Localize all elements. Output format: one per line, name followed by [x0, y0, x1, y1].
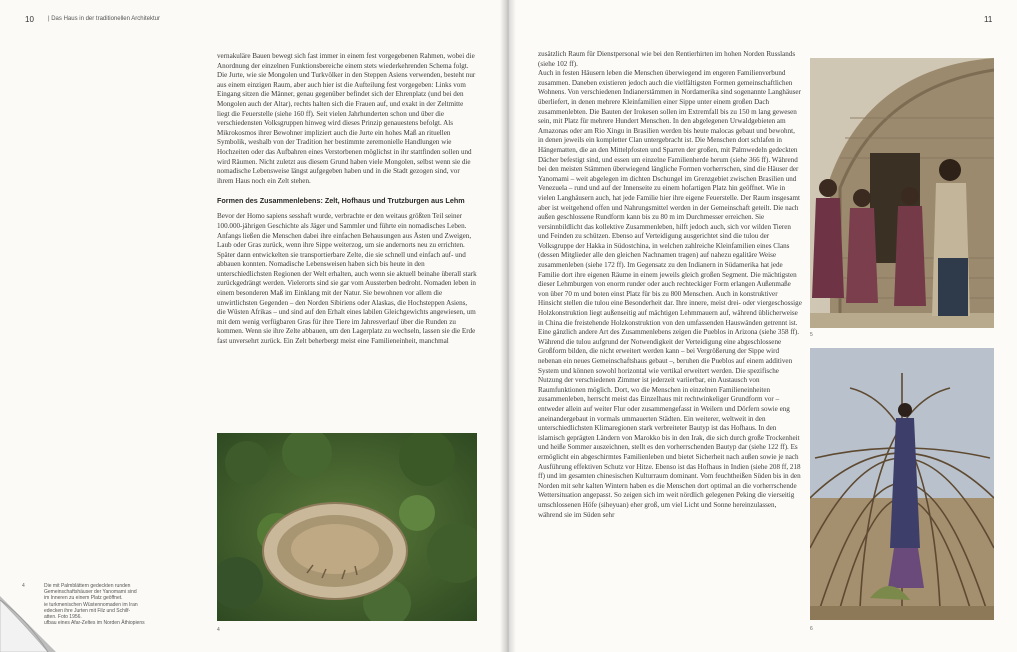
photo-afar-tent: [810, 348, 994, 620]
yurt-photo-image: [810, 58, 994, 328]
caption-number: 4: [22, 583, 25, 589]
running-head: | Das Haus in der traditionellen Architektur: [48, 16, 160, 22]
caption-line: Die mit Palmblättern gedeckten runden: [44, 583, 131, 589]
figure-number-4: 4: [217, 627, 220, 633]
right-paragraph-3: Eine gänzlich andere Art des Zusammenlebens zeigen die Pueblos in Arizona (siehe 358 ff). Während die tulou aufgrund der Notwendigkeit der Verteidigung eine abgeschlossene Großform bilden, die nicht erweitert werden kann – bei Vergrößerung der Sippe wird nebenan ein neues Gemeinschaftshaus gebaut –, beruhen die Pueblos auf einem additiven System und können sowohl horizontal wie vertikal erweitert werden. Die spezifische Nutzung der verschiedenen Zimmer ist jederzeit variierbar, ein Austausch von Raumfunktionen möglich. Dort, wo die Menschen in einzelnen Familieneinheiten zusammenleben, herrscht meist das Einzelhaus mit rechtwinkeliger Grundform vor – entweder allein auf weiter Flur oder zusammengefasst in Weilern und Dörfern sowie eng aneinandergebaut in vormals ummauerten Städten. Ein weiterer, weltweit in den unterschiedlichsten Klimaregionen stark verbreiteter Bautyp ist das Hofhaus. In den islamisch geprägten Ländern von Marokko bis in den Irak, die sich durch große Trockenheit und heiße Sommer auszeichnen, stellt es den vorherrschenden Bautyp dar (siehe 122 ff). Es ermöglicht ein abgeschirmtes Familienleben und bietet Sicherheit nach außen sowie je nach Ausführung effektiven Schutz vor Hitze. Ebenso ist das Hofhaus in Indien (siehe 208 ff, 218 ff) und im gesamten chinesischen Kulturraum dominant. Vom feuchtheißen Süden bis in den Norden mit sehr kalten Wintern haben es die Menschen dort optimal an die vorherrschende Wettersituation angepasst. So zeigen sich im weit nördlich gelegenen Peking die vierseitig umschlossenen Höfe (siheyuan) eher groß, um viel Licht und Sonne hereinzulassen, während sie im Süden sehr: [538, 328, 801, 519]
page-curl-icon[interactable]: [0, 596, 56, 652]
caption-line: Gemeinschaftshäuser der Yanomami sind: [44, 589, 137, 596]
left-page: [0, 0, 508, 652]
page-number-right: 11: [984, 15, 993, 24]
caption-line: ufbau eines Afar-Zeltes im Norden Äthiopiens: [44, 620, 145, 627]
right-paragraph-2: Auch in festen Häusern leben die Menschen überwiegend im engeren Familienverbund zusammen. Daneben existieren jedoch auch die vielfältigsten Formen gemeinschaftlichen Wohnens. Von verschiedenen Indianerstämmen in Nordamerika sind sogenannte Langhäuser überliefert, in denen mehrere Kleinfamilien einer Sippe unter einem großen Dach zusammenlebten. Die Bauten der Irokesen sollen im Extremfall bis zu 150 m lang gewesen sein, mit Platz für mehrere Hundert Menschen. In den abgelegenen Urwaldgebieten am Amazonas oder am Rio Xingu in Brasilien werden bis heute malocas gebaut und bewohnt, in denen jeweils ein kompletter Clan untergebracht ist. Die Menschen dort schlafen in Hängematten, die an den Mittelpfosten und Sparren der großen, mit Palmwedeln gedeckten Dächer befestigt sind, und essen um einzelne Familienherde herum (siehe 366 ff). Während bei den meisten Stämmen überwiegend längliche Formen vorherrschen, sind die Häuser der Yanomami – weit abgelegen im dichten Dschungel im Grenzgebiet zwischen Brasilien und Venezuela – rund und auf der Innenseite zu einem hofartigen Platz hin geöffnet. Wie in vielen Langhäusern auch, hat jede Familie hier ihre eigene Feuerstelle. Der Raum insgesamt aber ist weitgehend offen und Nahrungsmittel werden in der Gemeinschaft geteilt. Die nach außen geschlossene Rundform kann bis zu 80 m im Durchmesser erreichen. Sie versinnbildlicht das kollektive Zusammenleben, hilft jedoch auch, sich vor wilden Tieren und Feinden zu schützen. Ebenso auf Verteidigung ausgerichtet sind die tulou der Volksgruppe der Hakka in Südostchina, in welchen zahlreiche Kleinfamilien eines Clans (dessen Mitglieder alle den gleichen Nachnamen tragen) auf nahezu egalitäre Weise zusammenleben (siehe 172 ff). Im Gegensatz zu den Indianern in Südamerika hat jede Familie dort ihre eigenen Räume in einem jeweils gleich großen Segment. Die mächtigsten dieser Lehmburgen von enorm runder oder auch rechteckiger Form erlangen Außenmaße von über 70 m und boten einst Platz für bis zu 800 Menschen. Auch in konstruktiver Hinsicht stellen die tulou eine Besonderheit dar. Ihre innere, meist drei- oder viergeschossige Holzkonstruktion liegt außenseitig auf mächtigen Lehmmauern auf, während üblicherweise in China die freistehende Holzkonstruktion von den umfassenden Hauswänden getrennt ist.: [538, 69, 802, 327]
right-paragraph-1: zusätzlich Raum für Dienstpersonal wie bei den Rentierhirten im hohen Norden Russlands (siehe 102 ff).: [538, 50, 796, 68]
right-page: [508, 0, 1017, 652]
figure-number-6: 6: [810, 626, 813, 632]
photo-turkmen-yurt: [810, 58, 994, 328]
photo-captions: [44, 583, 174, 626]
photo-yanomami-village: [217, 433, 477, 621]
right-text-column: [538, 50, 802, 520]
caption-line: edecken ihre Jurten mit Filz und Schilf-: [44, 607, 131, 614]
aerial-photo-image: [217, 433, 477, 621]
afar-tent-photo-image: [810, 348, 994, 620]
caption-line: atten. Foto 1956.: [44, 614, 82, 621]
page-number-left: 10: [25, 15, 34, 24]
left-paragraph-1: vernakuläre Bauen bewegt sich fast immer in einem fest vorgegebenen Rahmen, wobei die Anordnung der einzelnen Funktionsbereiche einem stets wiederkehrenden Schema folgt. Die Jurte, wie sie Mongolen und Turkvölker in den Steppen Asiens verwenden, besteht nur aus einem einzigen Raum, aber auch hier ist die Aufteilung fest vorgegeben: Links vom Eingang sitzen die Männer, genau gegenüber befindet sich der Ehrenplatz (und bei den Mongolen auch der Altar), rechts halten sich die Frauen auf, und exakt in der Zeltmitte liegt die Feuerstelle (siehe 160 ff). Seit vielen Jahrhunderten schon und über die verschiedensten Volksgruppen hinweg wird dieses Prinzip genauestens befolgt. Als Mikrokosmos ihrer Bewohner impliziert auch die Jurte ein hohes Maß an rituellen Symbolik, weshalb von der Tradition her bestimmte zeremonielle Handlungen wie Hochzeiten oder das Aufbahren eines Verstorbenen möglichst in ihr stattfinden sollen und wird Räumen. Nicht zuletzt aus diesem Grund haben viele Mongolen, selbst wenn sie die nomadische Lebensweise längst aufgegeben haben und in die Stadt gezogen sind, vor ihrem Haus noch ein Zelt stehen.: [217, 52, 476, 185]
left-paragraph-2: Bevor der Homo sapiens sesshaft wurde, verbrachte er den weitaus größten Teil seiner 100.000-jährigen Geschichte als Jäger und Sammler und führte ein nomadisches Leben. Anfangs ließen die Menschen dabei ihre einfachen Behausungen aus Ästen und Zweigen, Laub oder Gras zurück, wenn ihre Sippe weiterzog, um sie andernorts neu zu errichten. Später dann entwickelten sie transportierbare Zelte, die sie schnell und einfach auf- und abbauen konnten. Nomadische Lebensweisen haben sich bis heute in den unterschiedlichsten Regionen der Welt erhalten, auch wenn sie aktuell beinahe überall stark zurückgedrängt werden. Vielerorts sind sie gar vom Aussterben bedroht. Nomaden leben in einem besonderen Maß im Einklang mit der Natur. Sie bewohnen vor allem die unwirtlichsten Gegenden – den Norden Sibiriens oder Alaskas, die Hochsteppen Asiens, die Wüsten Afrikas – und sind auf den Erhalt eines labilen Gleichgewichts angewiesen, um mit dem wenig verfügbaren Gras für ihre Tiere im Jahresverlauf über die Runden zu kommen. Wenn sie ihre Zelte abbauen, um den Lagerplatz zu wechseln, lassen sie die Erde fast unversehrt zurück. Ein Zelt beherbergt meist eine Familieneinheit, manchmal: [217, 212, 477, 346]
figure-number-5: 5: [810, 332, 813, 338]
section-heading: Formen des Zusammenlebens: Zelt, Hofhaus und Trutzburgen aus Lehm: [217, 196, 465, 206]
caption-line: ie turkmenischen Wüstennomaden im Iran: [44, 601, 138, 608]
left-text-column: [217, 52, 477, 347]
caption-line: im Inneren zu einem Platz geöffnet.: [44, 595, 123, 602]
